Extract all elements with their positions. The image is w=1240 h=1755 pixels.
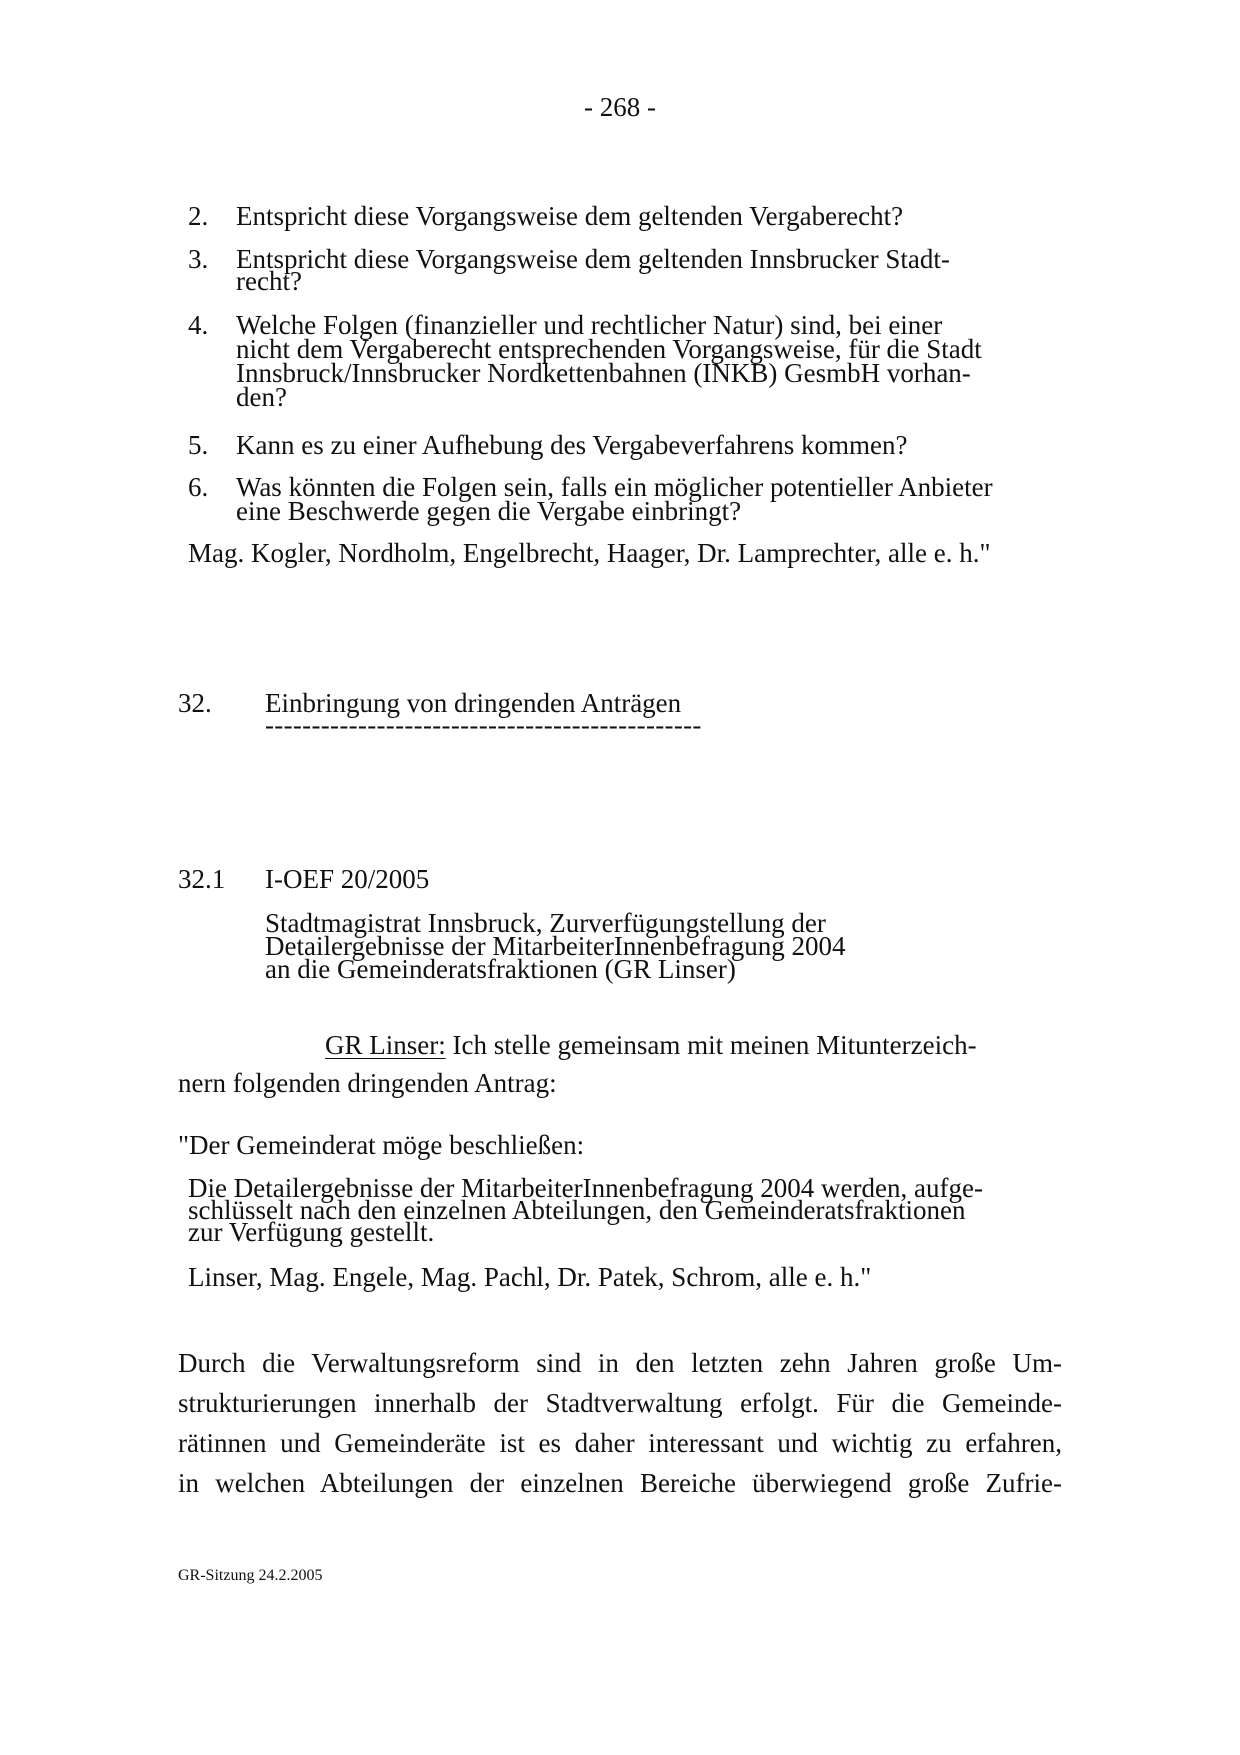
motion-text: zur Verfügung gestellt. <box>188 1217 435 1247</box>
item-number: 6. <box>188 472 209 502</box>
item-text: recht? <box>236 266 302 296</box>
motion-text: Die Detailergebnisse der MitarbeiterInnenbefragung 2004 werden, aufge- <box>188 1173 983 1203</box>
speech-text: Ich stelle gemeinsam mit meinen Mitunterzeich- <box>445 1030 977 1060</box>
body-line: in welchen Abteilungen der einzelnen Bereiche überwiegend große Zufrie- <box>178 1468 1062 1498</box>
item-text: Innsbruck/Innsbrucker Nordkettenbahnen (INKB) GesmbH vorhan- <box>236 358 971 388</box>
item-number: 2. <box>188 201 209 231</box>
item-number: 5. <box>188 430 209 460</box>
item-text: nicht dem Vergaberecht entsprechenden Vorgangsweise, für die Stadt <box>236 334 982 364</box>
speech-line <box>325 1032 977 1059</box>
item-text: den? <box>236 382 287 412</box>
motion-text: schlüsselt nach den einzelnen Abteilungen, den Gemeinderatsfraktionen <box>188 1195 966 1225</box>
item-subject-line: Detailergebnisse der MitarbeiterInnenbefragung 2004 <box>265 931 846 961</box>
item-text: Kann es zu einer Aufhebung des Vergabeverfahrens kommen? <box>236 430 908 460</box>
item-text: eine Beschwerde gegen die Vergabe einbringt? <box>236 496 742 526</box>
motion-intro: "Der Gemeinderat möge beschließen: <box>178 1130 585 1160</box>
signatories: Mag. Kogler, Nordholm, Engelbrecht, Haager, Dr. Lamprechter, alle e. h." <box>188 538 991 568</box>
section-number: 32. <box>178 688 212 718</box>
body-line: strukturierungen innerhalb der Stadtverwaltung erfolgt. Für die Gemeinde- <box>178 1388 1062 1418</box>
body-line: Durch die Verwaltungsreform sind in den letzten zehn Jahren große Um- <box>178 1348 1062 1378</box>
item-text: Was könnten die Folgen sein, falls ein möglicher potentieller Anbieter <box>236 472 993 502</box>
speaker-name: GR Linser: <box>325 1030 446 1060</box>
item-subject-line: an die Gemeinderatsfraktionen (GR Linser) <box>265 954 736 984</box>
motion-signatories: Linser, Mag. Engele, Mag. Pachl, Dr. Patek, Schrom, alle e. h." <box>188 1262 872 1292</box>
section-title: Einbringung von dringenden Anträgen <box>265 688 682 718</box>
item-number: 3. <box>188 244 209 274</box>
speech-line: nern folgenden dringenden Antrag: <box>178 1068 557 1098</box>
item-number: 32.1 <box>178 864 226 894</box>
item-subject-line: Stadtmagistrat Innsbruck, Zurverfügungstellung der <box>265 908 826 938</box>
item-number: 4. <box>188 310 209 340</box>
item-text: Welche Folgen (finanzieller und rechtlicher Natur) sind, bei einer <box>236 310 943 340</box>
page-number: - 268 - <box>584 92 656 122</box>
body-line: rätinnen und Gemeinderäte ist es daher interessant und wichtig zu erfahren, <box>178 1428 1062 1458</box>
item-code: I-OEF 20/2005 <box>265 864 430 894</box>
item-text: Entspricht diese Vorgangsweise dem geltenden Innsbrucker Stadt- <box>236 244 950 274</box>
section-title-underline: ----------------------------------------------- <box>265 710 702 740</box>
footer: GR-Sitzung 24.2.2005 <box>178 1567 323 1584</box>
item-text: Entspricht diese Vorgangsweise dem geltenden Vergaberecht? <box>236 201 904 231</box>
